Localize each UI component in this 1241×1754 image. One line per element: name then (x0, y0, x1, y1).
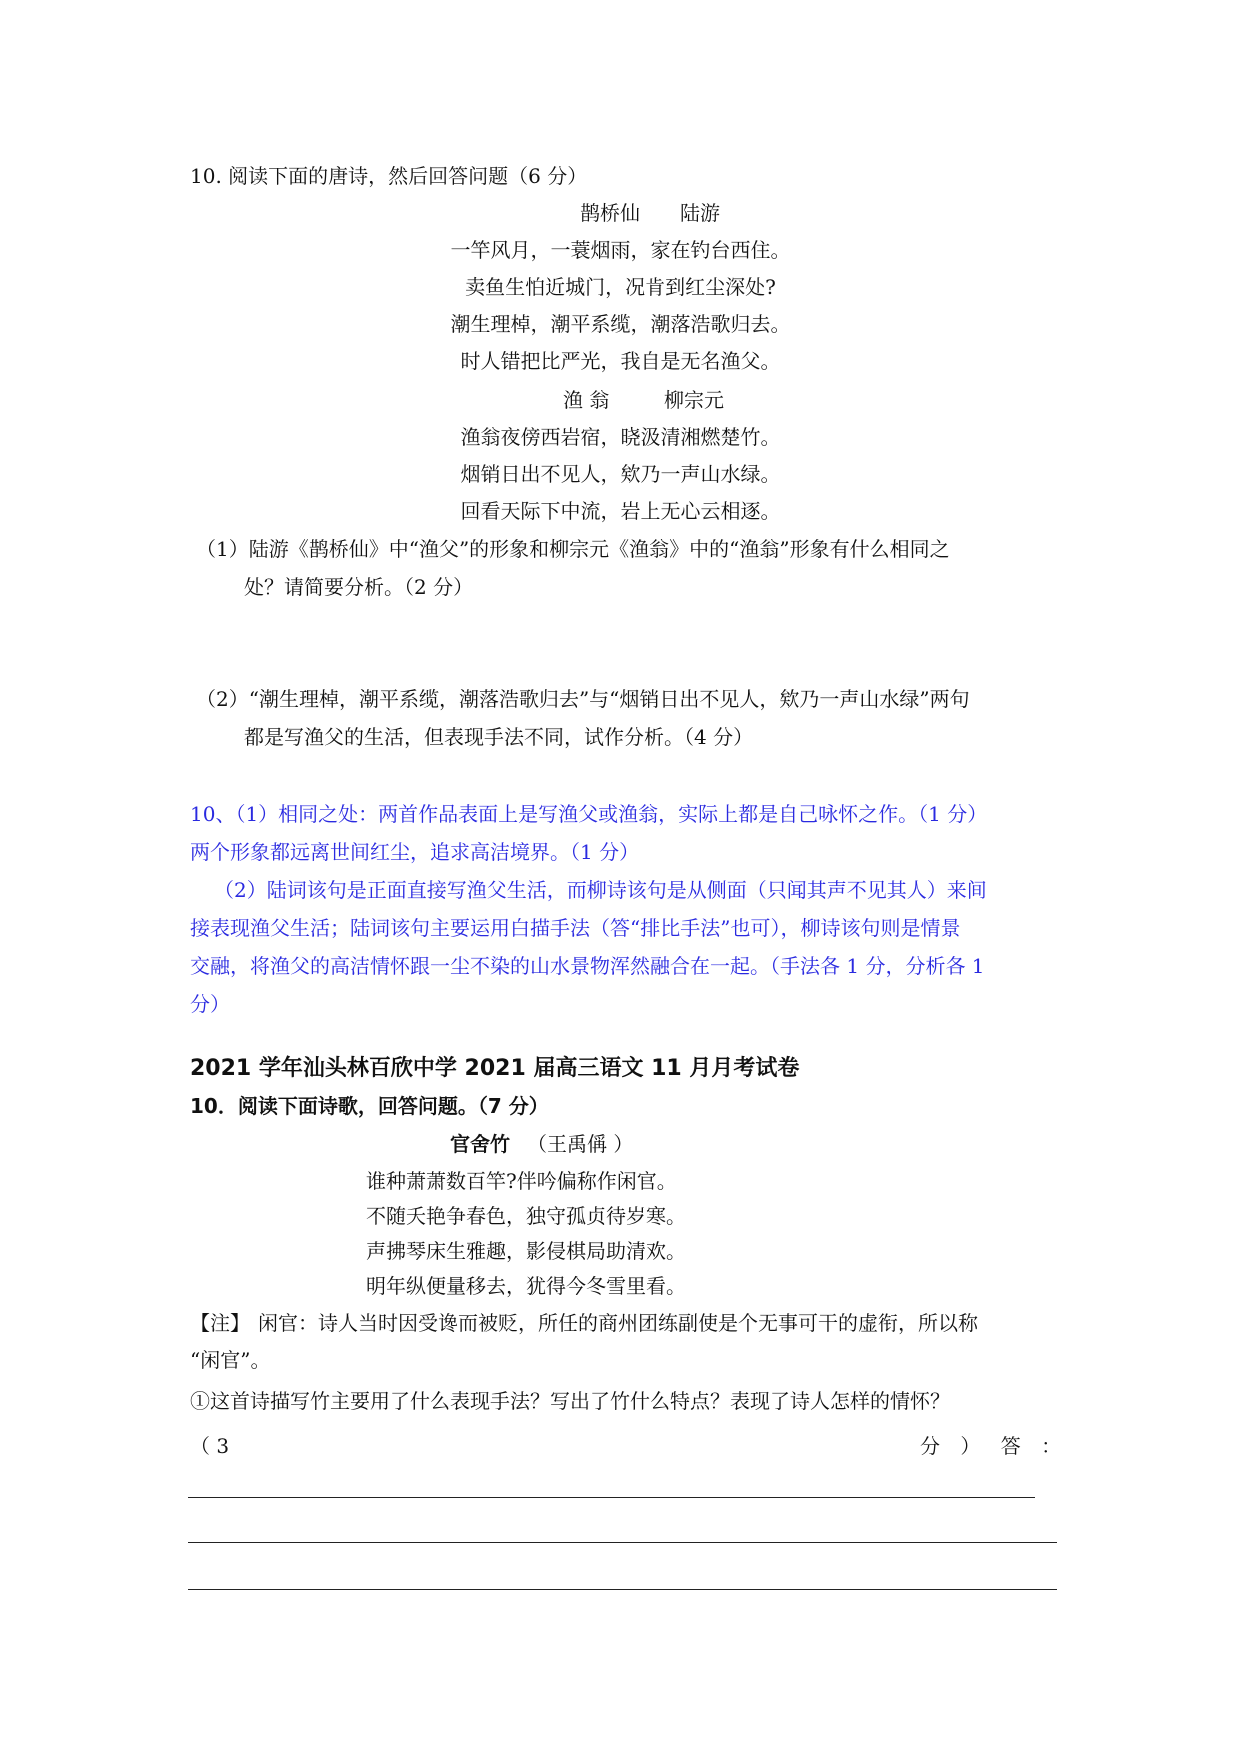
note-text: 闲官：诗人当时因受谗而被贬，所任的商州团练副使是个无事可干的虚衔，所以称 (258, 1311, 978, 1335)
poem3-author: （王禹偁 ） (527, 1132, 634, 1156)
poem1-line: 时人错把比严光，我自是无名渔父。 (460, 349, 781, 373)
poem2-line: 回看天际下中流，岩上无心云相逐。 (460, 499, 781, 523)
exam-title: 2021 学年汕头林百欣中学 2021 届高三语文 11 月月考试卷 (190, 1056, 800, 1081)
answer-text: （2）陆词该句是正面直接写渔父生活，而柳诗该句是从侧面（只闻其声不见其人）来间 (214, 878, 987, 902)
poem2-title: 渔 翁 (563, 388, 610, 412)
poem2-line: 烟销日出不见人，欸乃一声山水绿。 (460, 462, 781, 486)
poem1-title: 鹊桥仙 (580, 201, 640, 225)
answer-text: 10、（1）相同之处：两首作品表面上是写渔父或渔翁，实际上都是自己咏怀之作。（1 分） (190, 802, 988, 826)
question-1-text: （1）陆游《鹊桥仙》中“渔父”的形象和柳宗元《渔翁》中的“渔翁”形象有什么相同之 (196, 537, 950, 561)
poem3-line: 明年纵便量移去，犹得今冬雪里看。 (366, 1274, 686, 1298)
poem2-line: 渔翁夜傍西岩宿，晓汲清湘燃楚竹。 (460, 425, 781, 449)
answer-text: 两个形象都远离世间红尘，追求高洁境界。（1 分） (190, 840, 640, 864)
note-text: “闲官”。 (190, 1348, 271, 1372)
question-10-heading: 10. 阅读下面的唐诗，然后回答问题（6 分） (190, 164, 588, 188)
score-right: 分 ） 答 ： (920, 1434, 1062, 1458)
poem2-author: 柳宗元 (664, 388, 724, 412)
answer-line (188, 1542, 1057, 1543)
poem3-line: 谁种萧萧数百竿?伴吟偏称作闲官。 (366, 1169, 677, 1193)
poem3-line: 声拂琴床生雅趣，影侵棋局助清欢。 (366, 1239, 686, 1263)
note-label: 【注】 (190, 1311, 250, 1335)
answer-text: 分） (190, 992, 230, 1016)
poem3-title: 官舍竹 (450, 1132, 510, 1156)
answer-text: 接表现渔父生活；陆词该句主要运用白描手法（答“排比手法”也可），柳诗该句则是情景 (190, 916, 961, 940)
question-10-heading-2: 10．阅读下面诗歌，回答问题。（7 分） (190, 1094, 549, 1118)
question-1-text: 处？请简要分析。（2 分） (244, 575, 474, 599)
answer-text: 交融，将渔父的高洁情怀跟一尘不染的山水景物浑然融合在一起。（手法各 1 分，分析各 1 (190, 954, 985, 978)
poem1-author: 陆游 (680, 201, 720, 225)
poem1-line: 卖鱼生怕近城门，况肯到红尘深处? (465, 275, 776, 299)
answer-line (188, 1497, 1035, 1498)
answer-line (188, 1589, 1057, 1590)
question-2-text: 都是写渔父的生活，但表现手法不同，试作分析。（4 分） (244, 725, 754, 749)
question-1b-text: ①这首诗描写竹主要用了什么表现手法？写出了竹什么特点？表现了诗人怎样的情怀？ (190, 1389, 950, 1413)
score-left: （ 3 (190, 1434, 230, 1458)
poem1-line: 一竿风月，一蓑烟雨，家在钓台西住。 (450, 238, 791, 262)
poem1-line: 潮生理棹，潮平系缆，潮落浩歌归去。 (450, 312, 791, 336)
poem3-line: 不随夭艳争春色，独守孤贞待岁寒。 (366, 1204, 686, 1228)
question-2-text: （2）“潮生理棹，潮平系缆，潮落浩歌归去”与“烟销日出不见人，欸乃一声山水绿”两句 (196, 687, 970, 711)
